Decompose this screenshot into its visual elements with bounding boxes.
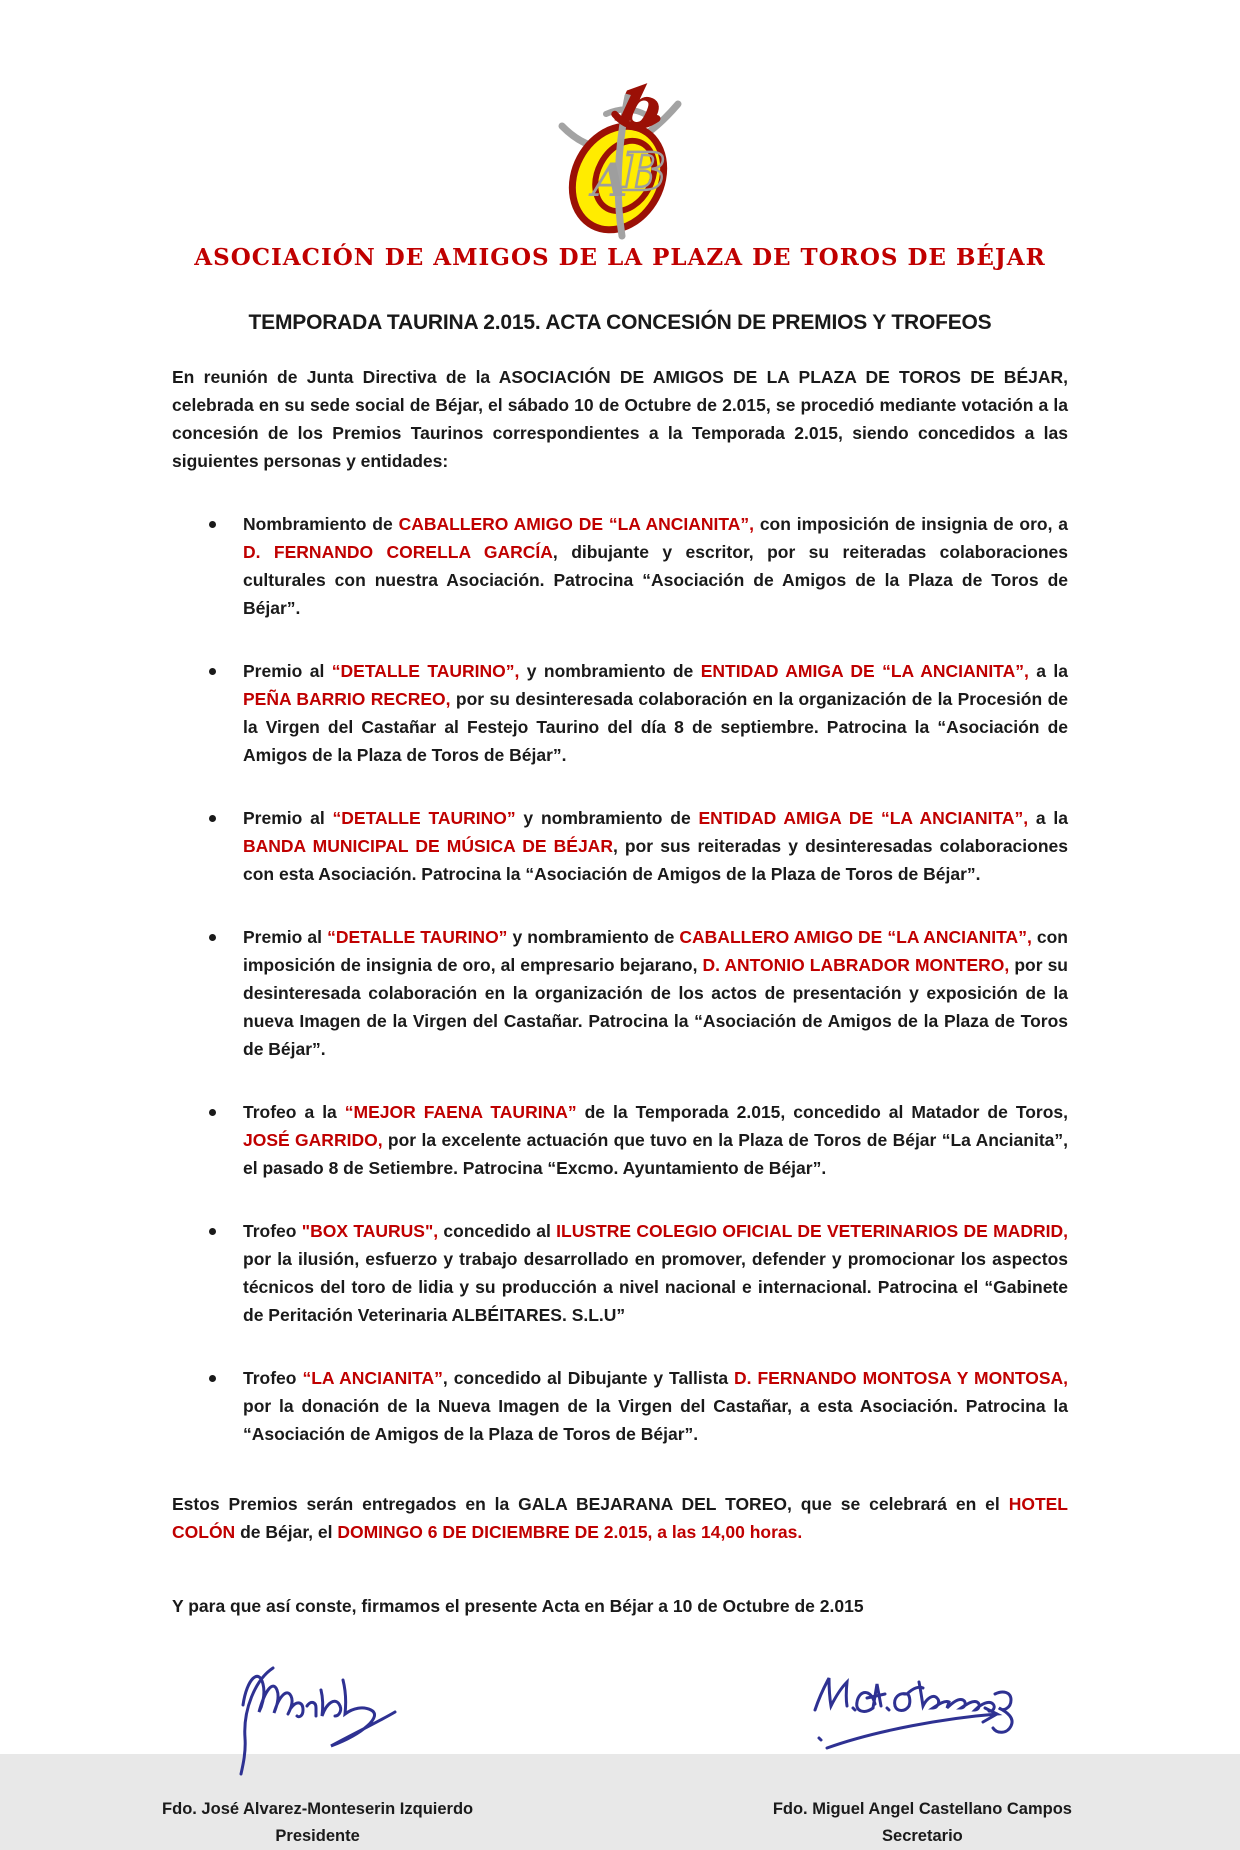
award-item-banda-municipal: Premio al “DETALLE TAURINO” y nombramiento de ENTIDAD AMIGA DE “LA ANCIANITA”, a la BANDA MUNICIPAL DE MÚSICA DE BÉJAR, por sus reiteradas y desinteresadas colaboraciones con esta Asociación. Patrocina la “Asociación de Amigos de la Plaza de Toros de Béjar”.: [243, 804, 1068, 888]
president-signature-icon: [213, 1650, 423, 1778]
award-item-mejor-faena-jose-garrido: Trofeo a la “MEJOR FAENA TAURINA” de la Temporada 2.015, concedido al Matador de Toros, JOSÉ GARRIDO, por la excelente actuación que tuvo en la Plaza de Toros de Béjar “La Ancianita”, el pasado 8 de Setiembre. Patrocina “Excmo. Ayuntamiento de Béjar”.: [243, 1098, 1068, 1182]
signatures-section: [0, 1650, 1240, 1850]
organization-name: ASOCIACIÓN DE AMIGOS DE LA PLAZA DE TOROS DE BÉJAR: [194, 244, 1046, 271]
atb-association-logo-icon: [544, 68, 696, 240]
secretary-signature-icon: [797, 1664, 1047, 1764]
svg-text:A: A: [592, 153, 628, 207]
document-title: TEMPORADA TAURINA 2.015. ACTA CONCESIÓN DE PREMIOS Y TROFEOS: [248, 311, 992, 334]
award-item-la-ancianita-montosa: Trofeo “LA ANCIANITA”, concedido al Dibujante y Tallista D. FERNANDO MONTOSA Y MONTOSA, por la donación de la Nueva Imagen de la Virgen del Castañar, a esta Asociación. Patrocina la “Asociación de Amigos de la Plaza de Toros de Béjar”.: [243, 1364, 1068, 1448]
awards-list: [172, 510, 1068, 1448]
logo-container: [0, 0, 1240, 240]
award-item-antonio-labrador: Premio al “DETALLE TAURINO” y nombramiento de CABALLERO AMIGO DE “LA ANCIANITA”, con imposición de insignia de oro, al empresario bejarano, D. ANTONIO LABRADOR MONTERO, por su desinteresada colaboración en la organización de los actos de presentación y exposición de la nueva Imagen de la Virgen del Castañar. Patrocina la “Asociación de Amigos de la Plaza de Toros de Béjar”.: [243, 923, 1068, 1063]
svg-text:ƅ: ƅ: [613, 68, 670, 145]
president-role-label: Presidente: [275, 1827, 360, 1845]
award-item-box-taurus-veterinarios: Trofeo "BOX TAURUS", concedido al ILUSTRE COLEGIO OFICIAL DE VETERINARIOS DE MADRID, por la ilusión, esfuerzo y trabajo desarrollado en promover, defender y promocionar los aspectos técnicos del toro de lidia y su producción a nivel nacional e internacional. Patrocina el “Gabinete de Peritación Veterinaria ALBÉITARES. S.L.U”: [243, 1217, 1068, 1329]
svg-text:B: B: [622, 142, 666, 203]
president-signature-block: [60, 1650, 575, 1850]
gala-announcement-paragraph: Estos Premios serán entregados en la GALA BEJARANA DEL TOREO, que se celebrará en el HOTEL COLÓN de Béjar, el DOMINGO 6 DE DICIEMBRE DE 2.015, a las 14,00 horas.: [172, 1494, 1068, 1542]
president-signature-name: Fdo. José Alvarez-Monteserin Izquierdo: [162, 1800, 474, 1818]
secretary-signature-name: Fdo. Miguel Angel Castellano Campos: [772, 1800, 1072, 1818]
award-item-caballero-corella: Nombramiento de CABALLERO AMIGO DE “LA ANCIANITA”, con imposición de insignia de oro, a D. FERNANDO CORELLA GARCÍA, dibujante y escritor, por su reiteradas colaboraciones culturales con nuestra Asociación. Patrocina “Asociación de Amigos de la Plaza de Toros de Béjar”.: [243, 510, 1068, 622]
secretary-signature-block: [665, 1664, 1180, 1850]
award-item-pena-barrio-recreo: Premio al “DETALLE TAURINO”, y nombramiento de ENTIDAD AMIGA DE “LA ANCIANITA”, a la PEÑA BARRIO RECREO, por su desinteresada colaboración en la organización de la Procesión de la Virgen del Castañar al Festejo Taurino del día 8 de septiembre. Patrocina la “Asociación de Amigos de la Plaza de Toros de Béjar”.: [243, 657, 1068, 769]
secretary-role-label: Secretario: [882, 1827, 963, 1845]
attestation-paragraph: Y para que así conste, firmamos el presente Acta en Béjar a 10 de Octubre de 2.015: [172, 1596, 864, 1616]
intro-paragraph: En reunión de Junta Directiva de la ASOCIACIÓN DE AMIGOS DE LA PLAZA DE TOROS DE BÉJAR, celebrada en su sede social de Béjar, el sábado 10 de Octubre de 2.015, se procedió mediante votación a la concesión de los Premios Taurinos correspondientes a la Temporada 2.015, siendo concedidos a las siguientes personas y entidades:: [172, 367, 1068, 471]
